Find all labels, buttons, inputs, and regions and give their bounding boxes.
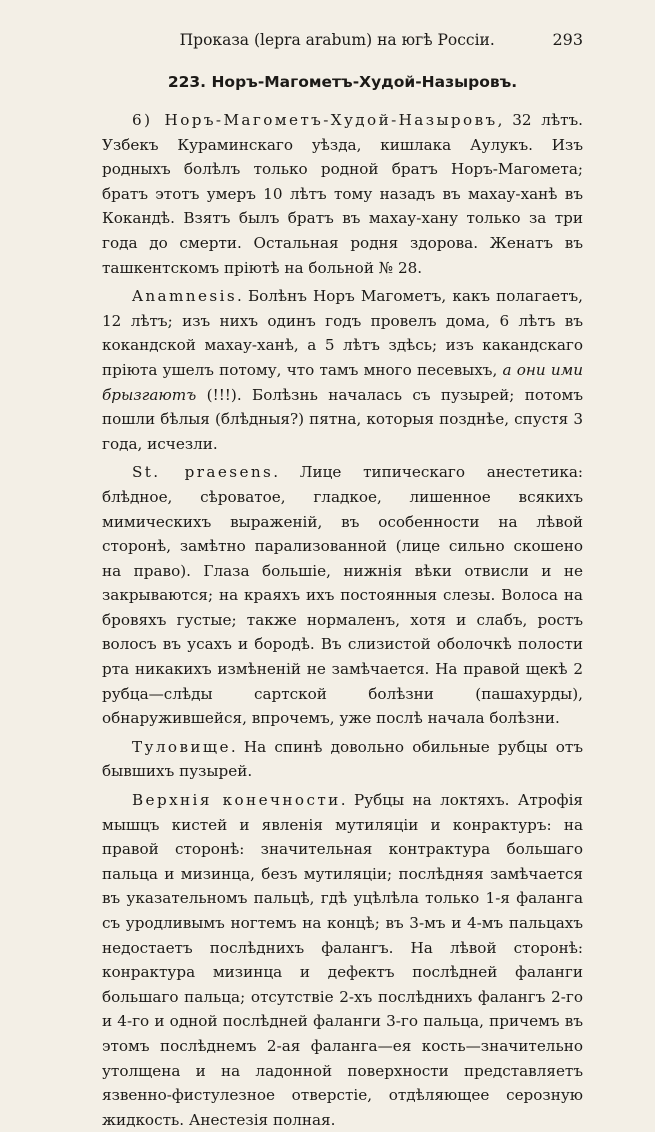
paragraph-torso: [102, 735, 583, 784]
paragraph-anamnesis: [102, 284, 583, 456]
section-label-status-praesens: St. praesens: [132, 463, 274, 482]
patient-name: 6) Норъ-Магометъ-Худой-Назыровъ: [132, 111, 498, 129]
section-label-anamnesis: Anamnesis: [132, 287, 238, 306]
paragraph-text: . Болѣнъ Норъ Магометъ, какъ полагаетъ, 12 лѣтъ; изъ нихъ одинъ годъ провелъ дома, 6 лѣтъ въ кокандской махау-ханѣ, а 5 лѣтъ здѣсь; изъ какандскаго пріюта ушелъ потому, что тамъ много песевыхъ,: [102, 287, 583, 379]
italic-quote: а они ими брызгаютъ: [102, 360, 583, 404]
running-header: [102, 30, 583, 56]
article-title: 223. Норъ-Магометъ-Худой-Назыровъ.: [167, 73, 518, 91]
running-title: Проказа (lepra arabum) на югѣ Россіи.: [179, 31, 495, 49]
paragraph-patient-info: [102, 108, 583, 280]
paragraph-text: . На спинѣ довольно обильные рубцы отъ бывшихъ пузырей.: [102, 737, 583, 781]
paragraph-text: . Лице типическаго анестетика: блѣдное, сѣроватое, гладкое, лишенное всякихъ мимическихъ выраженій, въ особенности на лѣвой сторонѣ, замѣтно парализованной (лице сильно скошено на право). Глаза большіе, нижнія вѣки отвисли и не закрываются; на краяхъ ихъ постоянныя слезы. Волоса на бровяхъ густые; также нормаленъ, хотя и слабъ, ростъ волосъ въ усахъ и бородѣ. Въ слизистой оболочкѣ полости рта никакихъ измѣненій не замѣчается. На правой щекѣ 2 рубца—слѣды сартской болѣзни (пашахурды), обнаружившейся, впрочемъ, уже послѣ начала болѣзни.: [102, 463, 583, 728]
paragraph-text: (!!!). Болѣзнь началась съ пузырей; потомъ пошли бѣлыя (блѣдныя?) пятна, которыя позднѣе, спустя 3 года, исчезли.: [102, 385, 583, 453]
section-label-torso: Туловище: [132, 737, 231, 756]
section-label-upper-limbs: Верхнія конечности: [132, 791, 341, 810]
page-number: 293: [552, 30, 583, 49]
paragraph-text: , 32 лѣтъ. Узбекъ Кураминскаго уѣзда, кишлака Аулукъ. Изъ родныхъ болѣлъ только родной братъ Норъ-Магомета; братъ этотъ умеръ 10 лѣтъ тому назадъ въ махау-ханѣ въ Кокандѣ. Взятъ былъ братъ въ махау-хану только за три года до смерти. Остальная родня здорова. Женатъ въ ташкентскомъ пріютѣ на больной № 28.: [102, 111, 583, 277]
paragraph-status-praesens: [102, 460, 583, 731]
paragraph-upper-limbs: [102, 788, 583, 1132]
paragraph-text: . Рубцы на локтяхъ. Атрофія мышцъ кистей и явленія мутиляціи и конрактуръ: на правой сторонѣ: значительная контрактура большаго пальца и мизинца, безъ мутиляціи; послѣдняя замѣчается въ указательномъ пальцѣ, гдѣ уцѣлѣла только 1-я фаланга съ уродливымъ ногтемъ на концѣ; въ 3-мъ и 4-мъ пальцахъ недостаетъ послѣднихъ фалангъ. На лѣвой сторонѣ: конрактура мизинца и дефектъ послѣдней фаланги большаго пальца; отсутствіе 2-хъ послѣднихъ фалангъ 2-го и 4-го и одной послѣдней фаланги 3-го пальца, причемъ въ этомъ послѣднемъ 2-ая фаланга—ея кость—значительно утолщена и на ладонной поверхности представляетъ язвенно-фистулезное отверстіе, отдѣляющее серозную жидкость. Анестезія полная.: [102, 791, 584, 1129]
